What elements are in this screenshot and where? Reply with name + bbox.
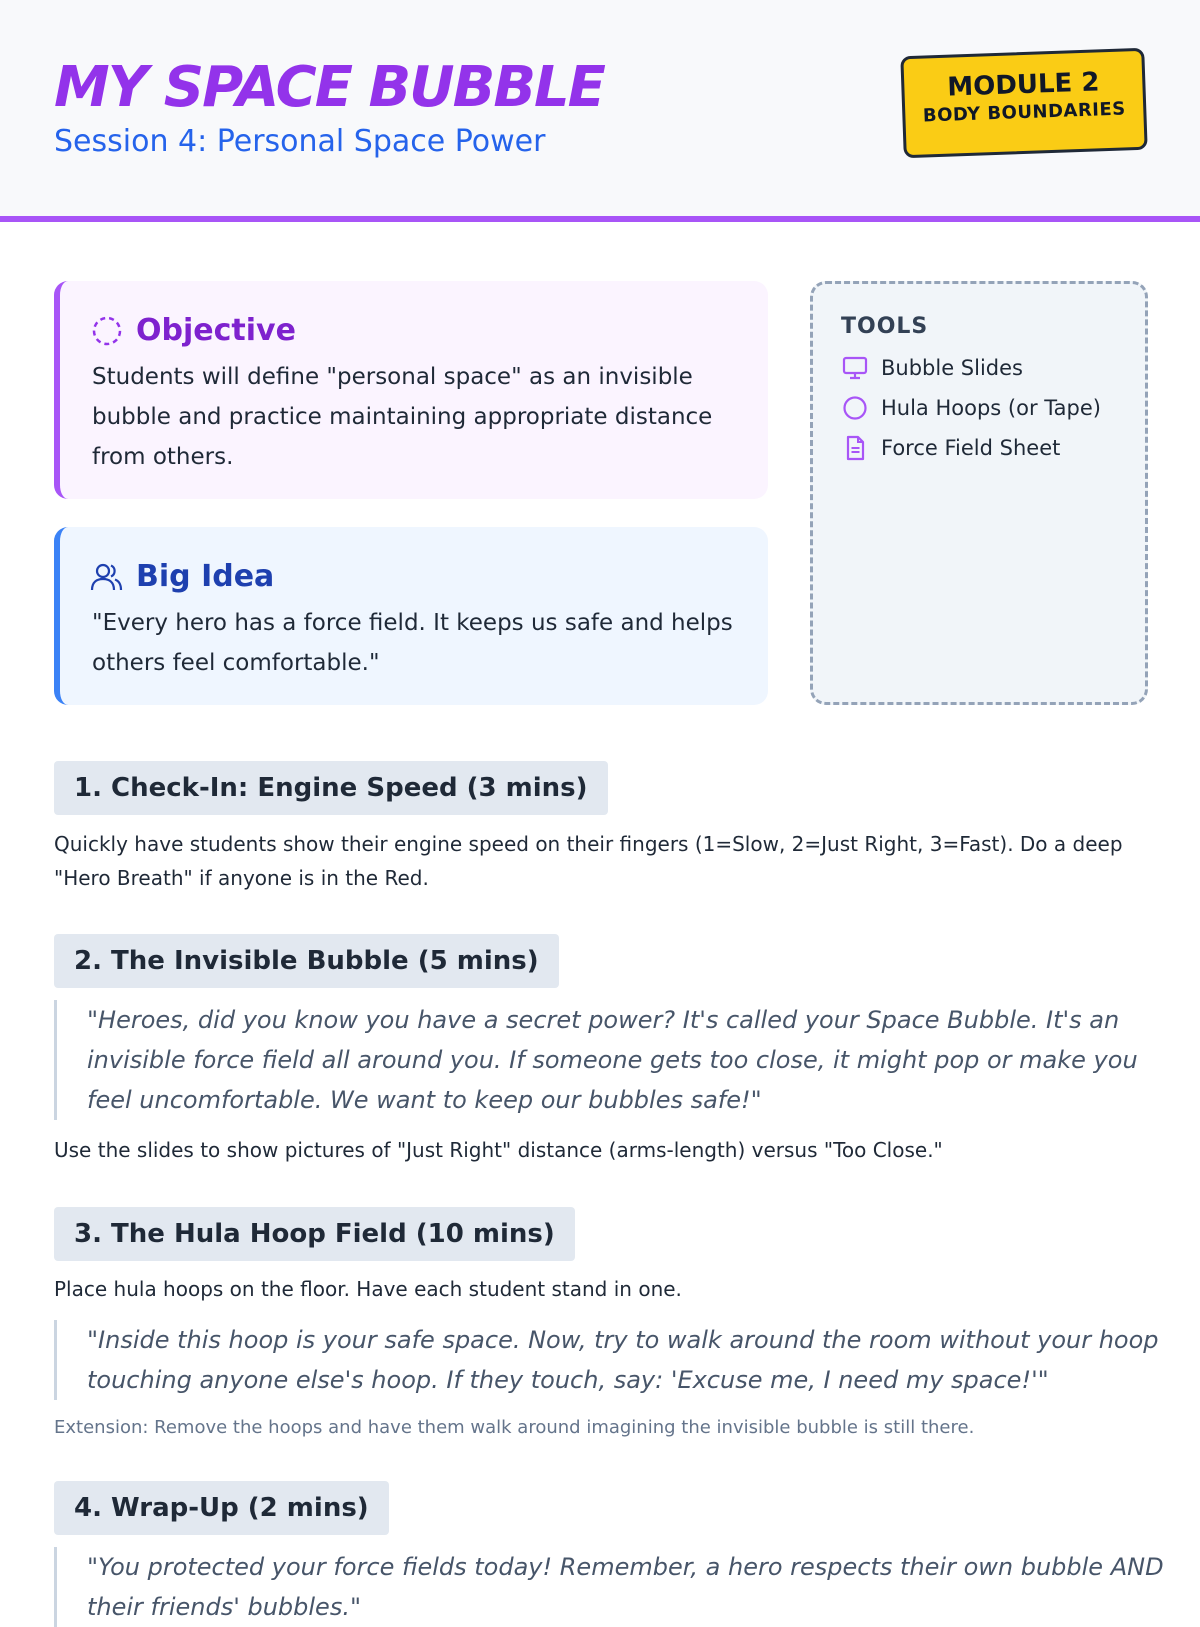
tool-item <box>841 354 1023 382</box>
section-note: Extension: Remove the hoops and have them walk around imagining the invisible bubble is still there. <box>54 1417 975 1438</box>
page-header <box>0 0 1200 222</box>
big-idea-text: "Every hero has a force field. It keeps us safe and helps others feel comfortable." <box>92 610 733 676</box>
document-icon <box>841 434 869 462</box>
section-heading: 3. The Hula Hoop Field (10 mins) <box>54 1207 575 1261</box>
module-badge <box>900 48 1147 158</box>
monitor-icon <box>841 354 869 382</box>
circle-icon <box>841 394 869 422</box>
tool-item <box>841 434 1060 462</box>
module-topic: BODY BOUNDARIES <box>922 98 1127 127</box>
section-text: Use the slides to show pictures of "Just Right" distance (arms-length) versus "Too Close." <box>54 1138 943 1162</box>
section-heading: 4. Wrap-Up (2 mins) <box>54 1481 389 1535</box>
tool-label: Bubble Slides <box>881 356 1023 380</box>
tool-label: Hula Hoops (or Tape) <box>881 396 1101 420</box>
section-quote: "You protected your force fields today! Remember, a hero respects their own bubble AND their friends' bubbles." <box>54 1547 1164 1627</box>
objective-label: Objective <box>136 313 296 348</box>
tool-label: Force Field Sheet <box>881 436 1061 460</box>
section-heading: 2. The Invisible Bubble (5 mins) <box>54 934 559 988</box>
section-quote: "Inside this hoop is your safe space. Now, try to walk around the room without your hoop touching anyone else's hoop. If they touch, say: 'Excuse me, I need my space!'" <box>54 1320 1164 1400</box>
objective-text: Students will define "personal space" as an invisible bubble and practice maintaining appropriate distance from others. <box>92 364 713 470</box>
module-number: MODULE 2 <box>946 67 1100 103</box>
page-title: MY SPACE BUBBLE <box>54 55 604 120</box>
users-icon <box>90 560 124 594</box>
big-idea-label: Big Idea <box>136 559 275 594</box>
section-text: Place hula hoops on the floor. Have each student stand in one. <box>54 1277 682 1301</box>
tool-item <box>841 394 1101 422</box>
objective-card <box>54 281 768 499</box>
dashed-circle-icon <box>90 314 124 348</box>
section-text: Quickly have students show their engine speed on their fingers (1=Slow, 2=Just Right, 3=Fast). Do a deep "Hero Breath" if anyone is in the Red. <box>54 832 1123 890</box>
page-subtitle: Session 4: Personal Space Power <box>54 124 546 159</box>
tools-panel <box>810 281 1148 705</box>
big-idea-card <box>54 527 768 705</box>
section-heading: 1. Check-In: Engine Speed (3 mins) <box>54 761 608 815</box>
tools-title: TOOLS <box>841 314 929 339</box>
section-quote: "Heroes, did you know you have a secret power? It's called your Space Bubble. It's an invisible force field all around you. If someone gets too close, it might pop or make you feel uncomfortable. We want to keep our bubbles safe!" <box>54 1000 1164 1120</box>
